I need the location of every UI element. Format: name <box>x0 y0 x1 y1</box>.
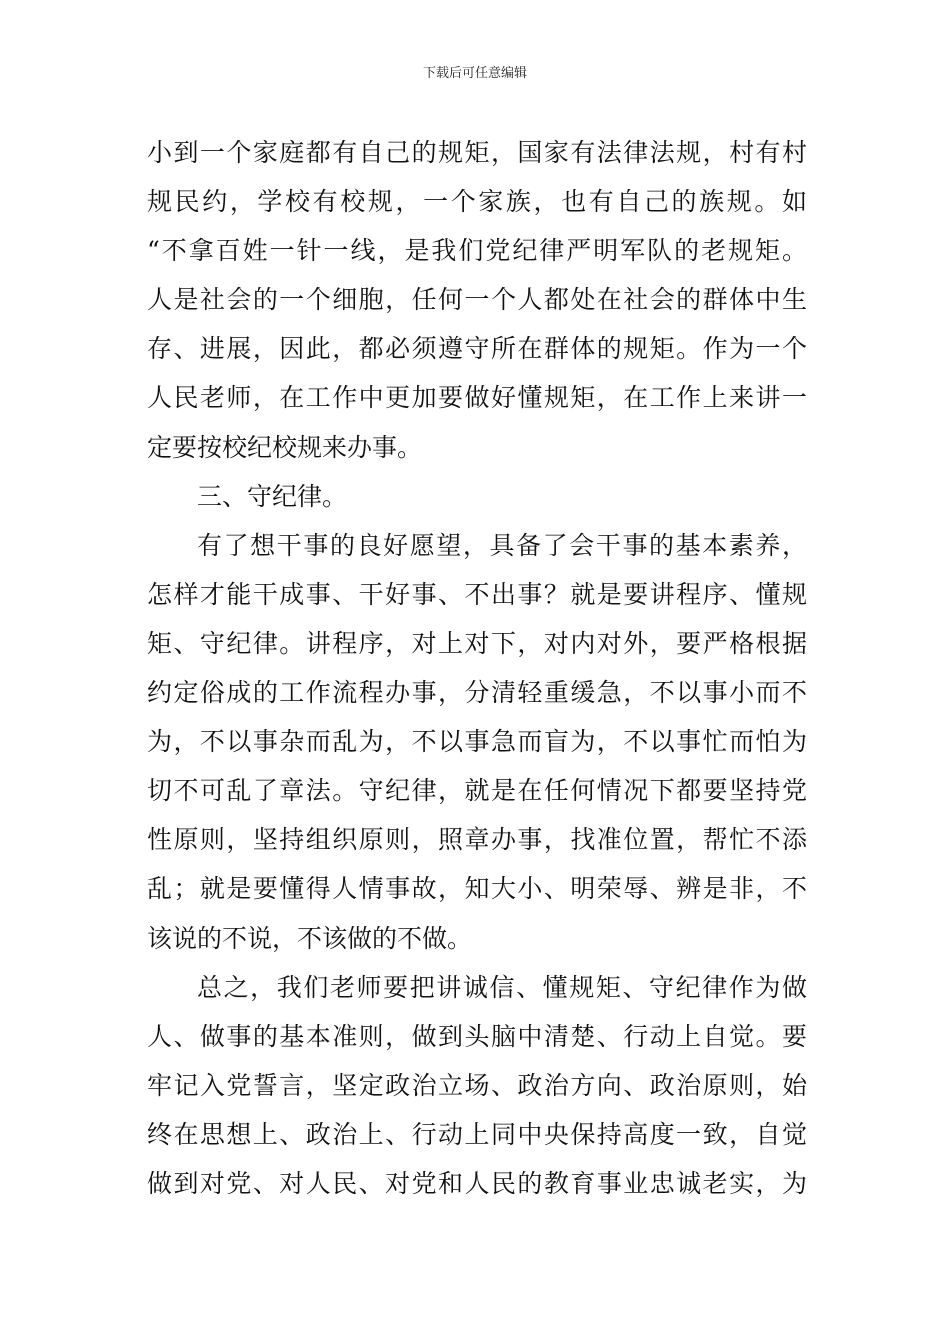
document-body <box>147 128 807 1208</box>
text-line: 该说的不说，不该做的不做。 <box>147 923 473 953</box>
text-line: 人民老师，在工作中更加要做好懂规矩，在工作上来讲一 <box>147 383 807 413</box>
text-line: 人、做事的基本准则，做到头脑中清楚、行动上自觉。要 <box>147 1021 807 1051</box>
text-line: 定要按校纪校规来办事。 <box>147 432 423 462</box>
text-line: 终在思想上、政治上、行动上同中央保持高度一致，自觉 <box>147 1119 807 1149</box>
text-line: 存、进展，因此，都必须遵守所在群体的规矩。作为一个 <box>147 334 807 364</box>
text-line: 乱；就是要懂得人情事故，知大小、明荣辱、辨是非，不 <box>147 874 807 904</box>
text-line: 牢记入党誓言，坚定政治立场、政治方向、政治原则，始 <box>147 1070 807 1100</box>
paragraph-summary <box>147 963 807 1208</box>
text-line: 规民约，学校有校规，一个家族，也有自己的族规。如 <box>147 187 807 217</box>
section-heading <box>147 472 807 521</box>
text-line: 做到对党、对人民、对党和人民的教育事业忠诚老实，为 <box>147 1168 807 1198</box>
text-line: 性原则，坚持组织原则，照章办事，找准位置，帮忙不添 <box>147 825 807 855</box>
paragraph-rules-continuation <box>147 128 807 472</box>
text-line: 约定俗成的工作流程办事，分清轻重缓急，不以事小而不 <box>147 678 807 708</box>
text-line: 切不可乱了章法。守纪律，就是在任何情况下都要坚持党 <box>147 776 807 806</box>
text-line: 矩、守纪律。讲程序，对上对下，对内对外，要严格根据 <box>147 628 807 658</box>
text-line: 人是社会的一个细胞，任何一个人都处在社会的群体中生 <box>147 285 807 315</box>
heading-text: 三、守纪律。 <box>197 481 348 511</box>
text-line: 有了想干事的良好愿望，具备了会干事的基本素养， <box>197 530 807 560</box>
text-line: 为，不以事杂而乱为，不以事急而盲为，不以事忙而怕为 <box>147 727 807 757</box>
text-line: 怎样才能干成事、干好事、不出事？就是要讲程序、懂规 <box>147 579 807 609</box>
text-line: “不拿百姓一针一线，是我们党纪律严明军队的老规矩。 <box>147 236 807 266</box>
text-line: 总之，我们老师要把讲诚信、懂规矩、守纪律作为做 <box>197 972 807 1002</box>
paragraph-discipline <box>147 521 807 963</box>
text-line: 小到一个家庭都有自己的规矩，国家有法律法规，村有村 <box>147 138 807 167</box>
page-header: 下载后可任意编辑 <box>422 66 527 81</box>
